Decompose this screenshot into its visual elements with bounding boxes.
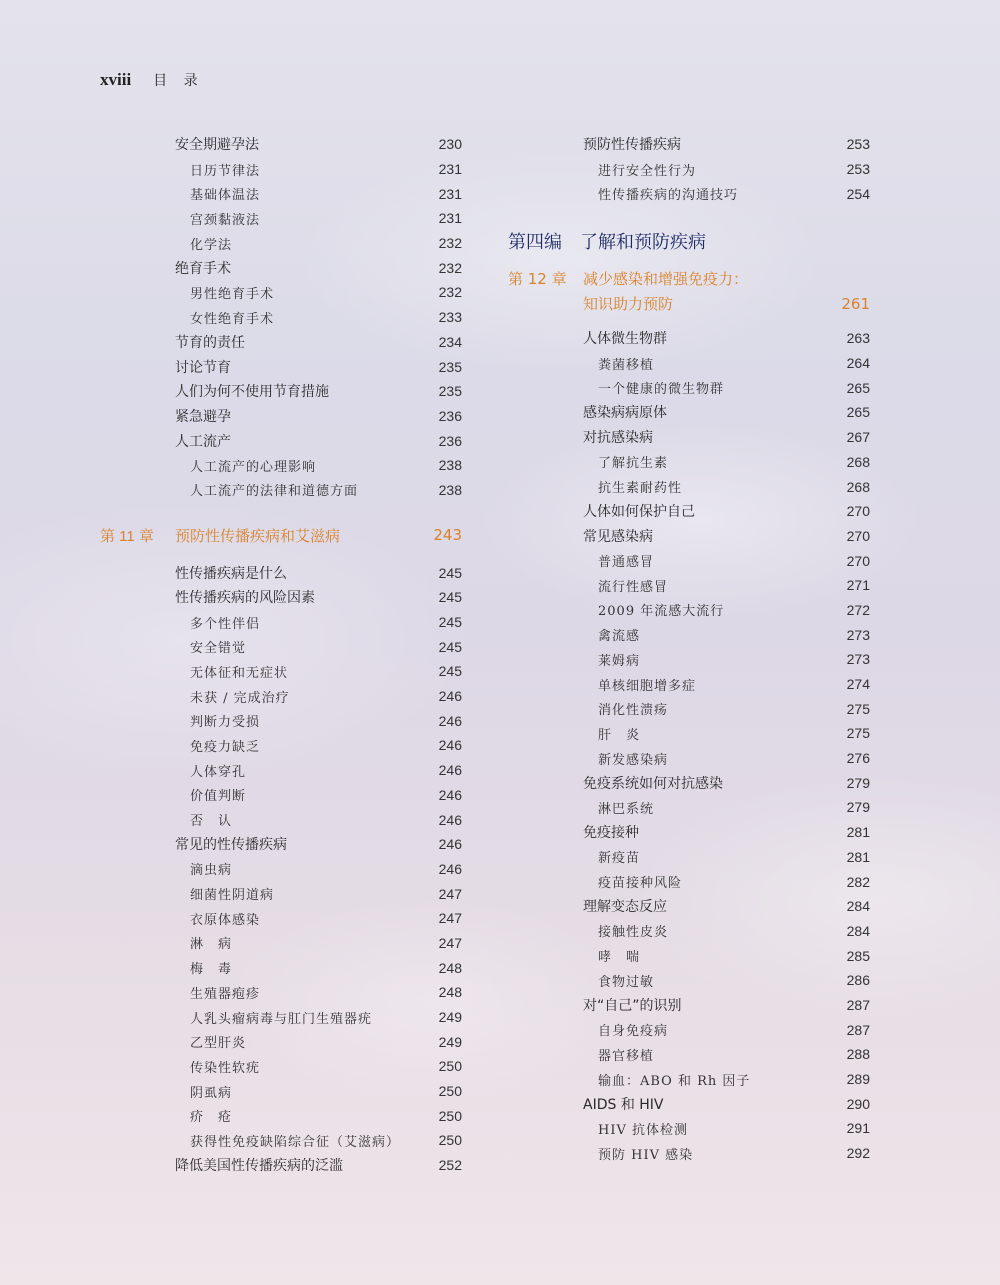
toc-entry-title: 安全期避孕法	[175, 137, 259, 154]
toc-entry-page: 245	[438, 589, 462, 606]
toc-entry[interactable]	[508, 1141, 870, 1166]
toc-entry-page: 246	[438, 836, 462, 853]
toc-entry-title: 新发感染病	[598, 752, 669, 768]
toc-entry[interactable]	[100, 906, 462, 931]
part-title: 了解和预防疾病	[580, 232, 706, 254]
toc-entry-page: 235	[438, 383, 462, 400]
toc-entry-page: 254	[846, 185, 870, 202]
toc-entry[interactable]	[508, 820, 870, 845]
toc-entry-title: 理解变态反应	[583, 899, 667, 916]
toc-entry-page: 281	[846, 824, 870, 841]
toc-entry-page: 287	[846, 996, 870, 1013]
toc-group	[100, 132, 462, 502]
toc-entry-page: 263	[846, 330, 870, 347]
toc-entry-title: 衣原体感染	[190, 912, 261, 928]
toc-entry-title: 安全错觉	[190, 641, 247, 657]
toc-entry[interactable]	[508, 425, 870, 450]
toc-entry-page: 246	[438, 811, 462, 828]
toc-entry-title: 梅 毒	[190, 962, 233, 978]
toc-entry-page: 249	[438, 1009, 462, 1026]
toc-entry-page: 247	[438, 934, 462, 951]
toc-entry[interactable]	[100, 634, 462, 659]
toc-entry-page: 247	[438, 910, 462, 927]
toc-entry-title: 人体如何保护自己	[583, 504, 695, 521]
toc-entry-title: 获得性免疫缺陷综合征（艾滋病）	[190, 1134, 401, 1150]
toc-entry-page: 274	[846, 676, 870, 693]
toc-entry[interactable]	[508, 157, 870, 182]
toc-entry[interactable]	[100, 733, 462, 758]
toc-entry-page: 234	[438, 333, 462, 350]
toc-entry[interactable]	[508, 647, 870, 672]
toc-entry-page: 270	[846, 552, 870, 569]
toc-entry-title: 流行性感冒	[598, 579, 669, 595]
toc-entry[interactable]	[508, 622, 870, 647]
toc-entry-title: 宫颈黏液法	[190, 212, 261, 228]
toc-entry[interactable]	[100, 1005, 462, 1030]
toc-entry[interactable]	[508, 993, 870, 1018]
toc-entry[interactable]	[100, 453, 462, 478]
toc-entry-title: 2009 年流感大流行	[598, 604, 725, 620]
toc-entry-page: 272	[846, 601, 870, 618]
toc-entry-page: 268	[846, 478, 870, 495]
toc-entry-title: 食物过敏	[598, 974, 655, 990]
toc-entry-title: 性传播疾病是什么	[175, 565, 287, 582]
toc-entry-page: 292	[846, 1145, 870, 1162]
toc-entry-title: 人工流产的法律和道德方面	[190, 484, 359, 500]
toc-entry-title: 器官移植	[598, 1048, 655, 1064]
toc-entry-title: 生殖器疱疹	[190, 986, 261, 1002]
part-heading[interactable]	[508, 224, 870, 258]
toc-entry-title: 接触性皮炎	[598, 925, 669, 941]
toc-entry-title: 疥 疮	[190, 1110, 233, 1126]
toc-entry[interactable]	[100, 181, 462, 206]
chapter-title-line1: 减少感染和增强免疫力：	[583, 270, 749, 289]
toc-entry[interactable]	[508, 1042, 870, 1067]
toc-entry-page: 275	[846, 700, 870, 717]
toc-entry-page: 233	[438, 309, 462, 326]
chapter-heading[interactable]	[508, 266, 870, 316]
toc-entry-title: 人体微生物群	[583, 331, 667, 348]
toc-entry[interactable]	[508, 1091, 870, 1116]
toc-entry[interactable]	[100, 1054, 462, 1079]
toc-entry[interactable]	[100, 857, 462, 882]
part-number: 第四编	[508, 232, 562, 254]
toc-entry-page: 289	[846, 1071, 870, 1088]
toc-entry-page: 248	[438, 984, 462, 1001]
toc-entry-page: 264	[846, 355, 870, 372]
chapter-title: 预防性传播疾病和艾滋病	[175, 526, 341, 545]
toc-entry-page: 252	[438, 1157, 462, 1174]
toc-entry[interactable]	[100, 255, 462, 280]
toc-entry-page: 265	[846, 404, 870, 421]
toc-entry[interactable]	[100, 807, 462, 832]
toc-entry[interactable]	[508, 181, 870, 206]
toc-entry[interactable]	[100, 354, 462, 379]
chapter-page: 243	[433, 526, 462, 545]
toc-entry-title: 进行安全性行为	[598, 163, 697, 179]
toc-group	[100, 560, 462, 1177]
toc-entry-page: 238	[438, 457, 462, 474]
toc-entry[interactable]	[100, 610, 462, 635]
toc-entry[interactable]	[100, 1128, 462, 1153]
toc-entry-page: 246	[438, 712, 462, 729]
toc-entry[interactable]	[508, 845, 870, 870]
toc-entry-page: 270	[846, 503, 870, 520]
toc-entry[interactable]	[100, 157, 462, 182]
toc-entry-title: 男性绝育手术	[190, 286, 275, 302]
toc-entry-title: 新疫苗	[598, 851, 641, 867]
toc-group	[508, 132, 870, 206]
toc-entry[interactable]	[508, 672, 870, 697]
toc-entry-title: 单核细胞增多症	[598, 678, 697, 694]
toc-entry-page: 268	[846, 453, 870, 470]
toc-entry[interactable]	[508, 573, 870, 598]
toc-entry-title: 预防 HIV 感染	[598, 1147, 694, 1163]
toc-entry[interactable]	[508, 132, 870, 157]
toc-entry-page: 235	[438, 358, 462, 375]
toc-entry-title: 日历节律法	[190, 163, 261, 179]
toc-entry-page: 279	[846, 774, 870, 791]
toc-entry-page: 248	[438, 959, 462, 976]
toc-entry-title: 判断力受损	[190, 715, 261, 731]
toc-entry[interactable]	[508, 499, 870, 524]
toc-entry[interactable]	[100, 585, 462, 610]
toc-entry[interactable]	[100, 1079, 462, 1104]
toc-entry-title: 绝育手术	[175, 260, 231, 277]
toc-entry[interactable]	[508, 919, 870, 944]
toc-entry[interactable]	[508, 943, 870, 968]
toc-entry-page: 282	[846, 873, 870, 890]
toc-entry[interactable]	[100, 783, 462, 808]
toc-entry[interactable]	[100, 955, 462, 980]
toc-entry[interactable]	[100, 132, 462, 157]
toc-entry-title: 淋巴系统	[598, 801, 655, 817]
toc-entry-page: 232	[438, 259, 462, 276]
toc-entry-title: 乙型肝炎	[190, 1036, 247, 1052]
toc-entry-title: 免疫力缺乏	[190, 739, 261, 755]
toc-entry-page: 284	[846, 898, 870, 915]
toc-entry-page: 276	[846, 750, 870, 767]
toc-entry-title: 降低美国性传播疾病的泛滥	[175, 1158, 343, 1175]
toc-entry-page: 236	[438, 407, 462, 424]
toc-entry-title: 人工流产的心理影响	[190, 459, 317, 475]
toc-entry-page: 253	[846, 161, 870, 178]
toc-entry-title: 常见的性传播疾病	[175, 837, 287, 854]
toc-entry[interactable]	[100, 659, 462, 684]
toc-entry-page: 231	[438, 210, 462, 227]
toc-entry[interactable]	[100, 330, 462, 355]
toc-entry-title: 价值判断	[190, 789, 247, 805]
chapter-page: 261	[841, 294, 870, 313]
toc-entry-title: 了解抗生素	[598, 456, 669, 472]
toc-entry-title: 抗生素耐药性	[598, 481, 683, 497]
toc-entry-page: 273	[846, 651, 870, 668]
toc-entry-title: 未获 / 完成治疗	[190, 690, 290, 706]
toc-entry[interactable]	[508, 770, 870, 795]
toc-entry[interactable]	[100, 280, 462, 305]
toc-entry-page: 245	[438, 663, 462, 680]
toc-entry[interactable]	[508, 326, 870, 351]
toc-entry[interactable]	[508, 1017, 870, 1042]
toc-entry-title: 免疫系统如何对抗感染	[583, 775, 723, 792]
toc-entry-page: 265	[846, 379, 870, 396]
toc-entry-title: 人们为何不使用节育措施	[175, 384, 329, 401]
toc-entry-title: 阴虱病	[190, 1085, 233, 1101]
toc-entry-title: 肝 炎	[598, 727, 641, 743]
toc-entry-title: 常见感染病	[583, 528, 653, 545]
toc-entry-title: 人乳头瘤病毒与肛门生殖器疣	[190, 1011, 373, 1027]
toc-entry-page: 246	[438, 786, 462, 803]
toc-entry-page: 247	[438, 885, 462, 902]
toc-entry-title: 无体征和无症状	[190, 665, 289, 681]
toc-entry-title: 否 认	[190, 814, 233, 830]
chapter-title-line2: 知识助力预防	[583, 295, 674, 314]
toc-entry-title: 性传播疾病的风险因素	[175, 590, 315, 607]
toc-entry[interactable]	[508, 524, 870, 549]
toc-entry-title: 淋 病	[190, 937, 233, 953]
section-title: 目 录	[153, 73, 204, 89]
toc-entry[interactable]	[508, 548, 870, 573]
toc-entry-title: 讨论节育	[175, 359, 231, 376]
toc-entry[interactable]	[508, 968, 870, 993]
toc-entry[interactable]	[100, 206, 462, 231]
toc-entry[interactable]	[508, 746, 870, 771]
toc-entry-page: 270	[846, 527, 870, 544]
toc-entry[interactable]	[508, 375, 870, 400]
toc-entry-page: 246	[438, 860, 462, 877]
toc-entry-page: 275	[846, 725, 870, 742]
toc-entry-title: 普通感冒	[598, 555, 655, 571]
toc-entry[interactable]	[100, 980, 462, 1005]
toc-entry-page: 267	[846, 429, 870, 446]
toc-entry-page: 245	[438, 614, 462, 631]
toc-entry[interactable]	[508, 400, 870, 425]
toc-entry[interactable]	[508, 598, 870, 623]
toc-entry-page: 231	[438, 161, 462, 178]
toc-entry-title: 多个性伴侣	[190, 616, 261, 632]
toc-entry-page: 238	[438, 481, 462, 498]
toc-entry-title: HIV 抗体检测	[598, 1122, 688, 1138]
toc-entry-page: 290	[846, 1095, 870, 1112]
toc-entry-title: 传染性软疣	[190, 1060, 261, 1076]
toc-group	[508, 326, 870, 1165]
toc-entry-page: 250	[438, 1058, 462, 1075]
page-header	[100, 70, 204, 92]
toc-entry-page: 245	[438, 638, 462, 655]
toc-entry[interactable]	[100, 684, 462, 709]
toc-entry-page: 230	[438, 136, 462, 153]
toc-entry[interactable]	[100, 305, 462, 330]
toc-entry[interactable]	[100, 758, 462, 783]
toc-entry[interactable]	[100, 231, 462, 256]
toc-entry-page: 288	[846, 1046, 870, 1063]
toc-entry[interactable]	[508, 894, 870, 919]
toc-entry-title: AIDS 和 HIV	[583, 1096, 664, 1113]
toc-entry-title: 预防性传播疾病	[583, 137, 681, 154]
toc-entry[interactable]	[100, 428, 462, 453]
toc-entry[interactable]	[508, 795, 870, 820]
toc-entry[interactable]	[100, 931, 462, 956]
toc-entry[interactable]	[100, 708, 462, 733]
page-number: xviii	[100, 70, 132, 89]
chapter-number: 第 12 章	[508, 270, 567, 289]
toc-entry-page: 285	[846, 947, 870, 964]
toc-entry-page: 250	[438, 1132, 462, 1149]
toc-entry-page: 271	[846, 577, 870, 594]
toc-entry-title: 输血：ABO 和 Rh 因子	[598, 1073, 751, 1089]
toc-entry-title: 自身免疫病	[598, 1024, 669, 1040]
toc-entry-title: 对“自己”的识别	[583, 997, 682, 1014]
toc-entry[interactable]	[100, 1029, 462, 1054]
toc-entry-page: 250	[438, 1107, 462, 1124]
toc-entry-page: 246	[438, 737, 462, 754]
toc-entry[interactable]	[508, 474, 870, 499]
toc-entry[interactable]	[508, 721, 870, 746]
toc-entry-title: 紧急避孕	[175, 408, 231, 425]
toc-entry[interactable]	[100, 379, 462, 404]
toc-column-left	[100, 132, 462, 1178]
toc-entry-title: 一个健康的微生物群	[598, 382, 725, 398]
toc-entry-title: 消化性溃疡	[598, 703, 669, 719]
toc-entry[interactable]	[508, 696, 870, 721]
toc-entry[interactable]	[100, 1153, 462, 1178]
toc-entry[interactable]	[100, 1103, 462, 1128]
toc-entry-page: 287	[846, 1021, 870, 1038]
toc-entry-title: 疫苗接种风险	[598, 876, 683, 892]
toc-entry-title: 女性绝育手术	[190, 311, 275, 327]
toc-entry-title: 哮 喘	[598, 950, 641, 966]
toc-entry-page: 232	[438, 284, 462, 301]
toc-entry[interactable]	[508, 869, 870, 894]
toc-entry-page: 236	[438, 432, 462, 449]
toc-entry-title: 粪菌移植	[598, 357, 655, 373]
toc-entry[interactable]	[508, 1067, 870, 1092]
toc-entry-page: 249	[438, 1033, 462, 1050]
toc-entry-title: 莱姆病	[598, 653, 641, 669]
toc-entry-page: 273	[846, 626, 870, 643]
toc-entry-title: 细菌性阴道病	[190, 888, 275, 904]
toc-entry-page: 253	[846, 136, 870, 153]
toc-entry[interactable]	[100, 832, 462, 857]
chapter-heading[interactable]	[100, 522, 462, 548]
toc-entry[interactable]	[100, 478, 462, 503]
toc-entry-page: 286	[846, 972, 870, 989]
toc-entry[interactable]	[100, 881, 462, 906]
toc-entry[interactable]	[508, 351, 870, 376]
toc-entry-page: 246	[438, 688, 462, 705]
toc-entry-title: 禽流感	[598, 629, 641, 645]
toc-entry-page: 232	[438, 235, 462, 252]
toc-entry[interactable]	[508, 1116, 870, 1141]
toc-entry-title: 免疫接种	[583, 825, 639, 842]
toc-entry-title: 性传播疾病的沟通技巧	[598, 188, 739, 204]
toc-entry-page: 231	[438, 185, 462, 202]
toc-entry-title: 化学法	[190, 237, 233, 253]
toc-entry-page: 281	[846, 848, 870, 865]
toc-entry[interactable]	[508, 450, 870, 475]
toc-entry-title: 人工流产	[175, 433, 231, 450]
toc-entry-title: 节育的责任	[175, 334, 245, 351]
toc-entry-page: 250	[438, 1083, 462, 1100]
toc-entry-title: 感染病病原体	[583, 405, 667, 422]
toc-entry[interactable]	[100, 560, 462, 585]
toc-entry-title: 滴虫病	[190, 863, 233, 879]
toc-entry-page: 245	[438, 564, 462, 581]
chapter-number: 第 11 章	[100, 527, 154, 545]
toc-entry-page: 291	[846, 1120, 870, 1137]
toc-column-right	[508, 132, 870, 1165]
toc-entry-title: 基础体温法	[190, 188, 261, 204]
toc-entry-page: 284	[846, 922, 870, 939]
toc-entry-page: 246	[438, 762, 462, 779]
toc-entry[interactable]	[100, 404, 462, 429]
toc-entry-title: 人体穿孔	[190, 764, 247, 780]
toc-entry-page: 279	[846, 799, 870, 816]
toc-entry-title: 对抗感染病	[583, 430, 653, 447]
